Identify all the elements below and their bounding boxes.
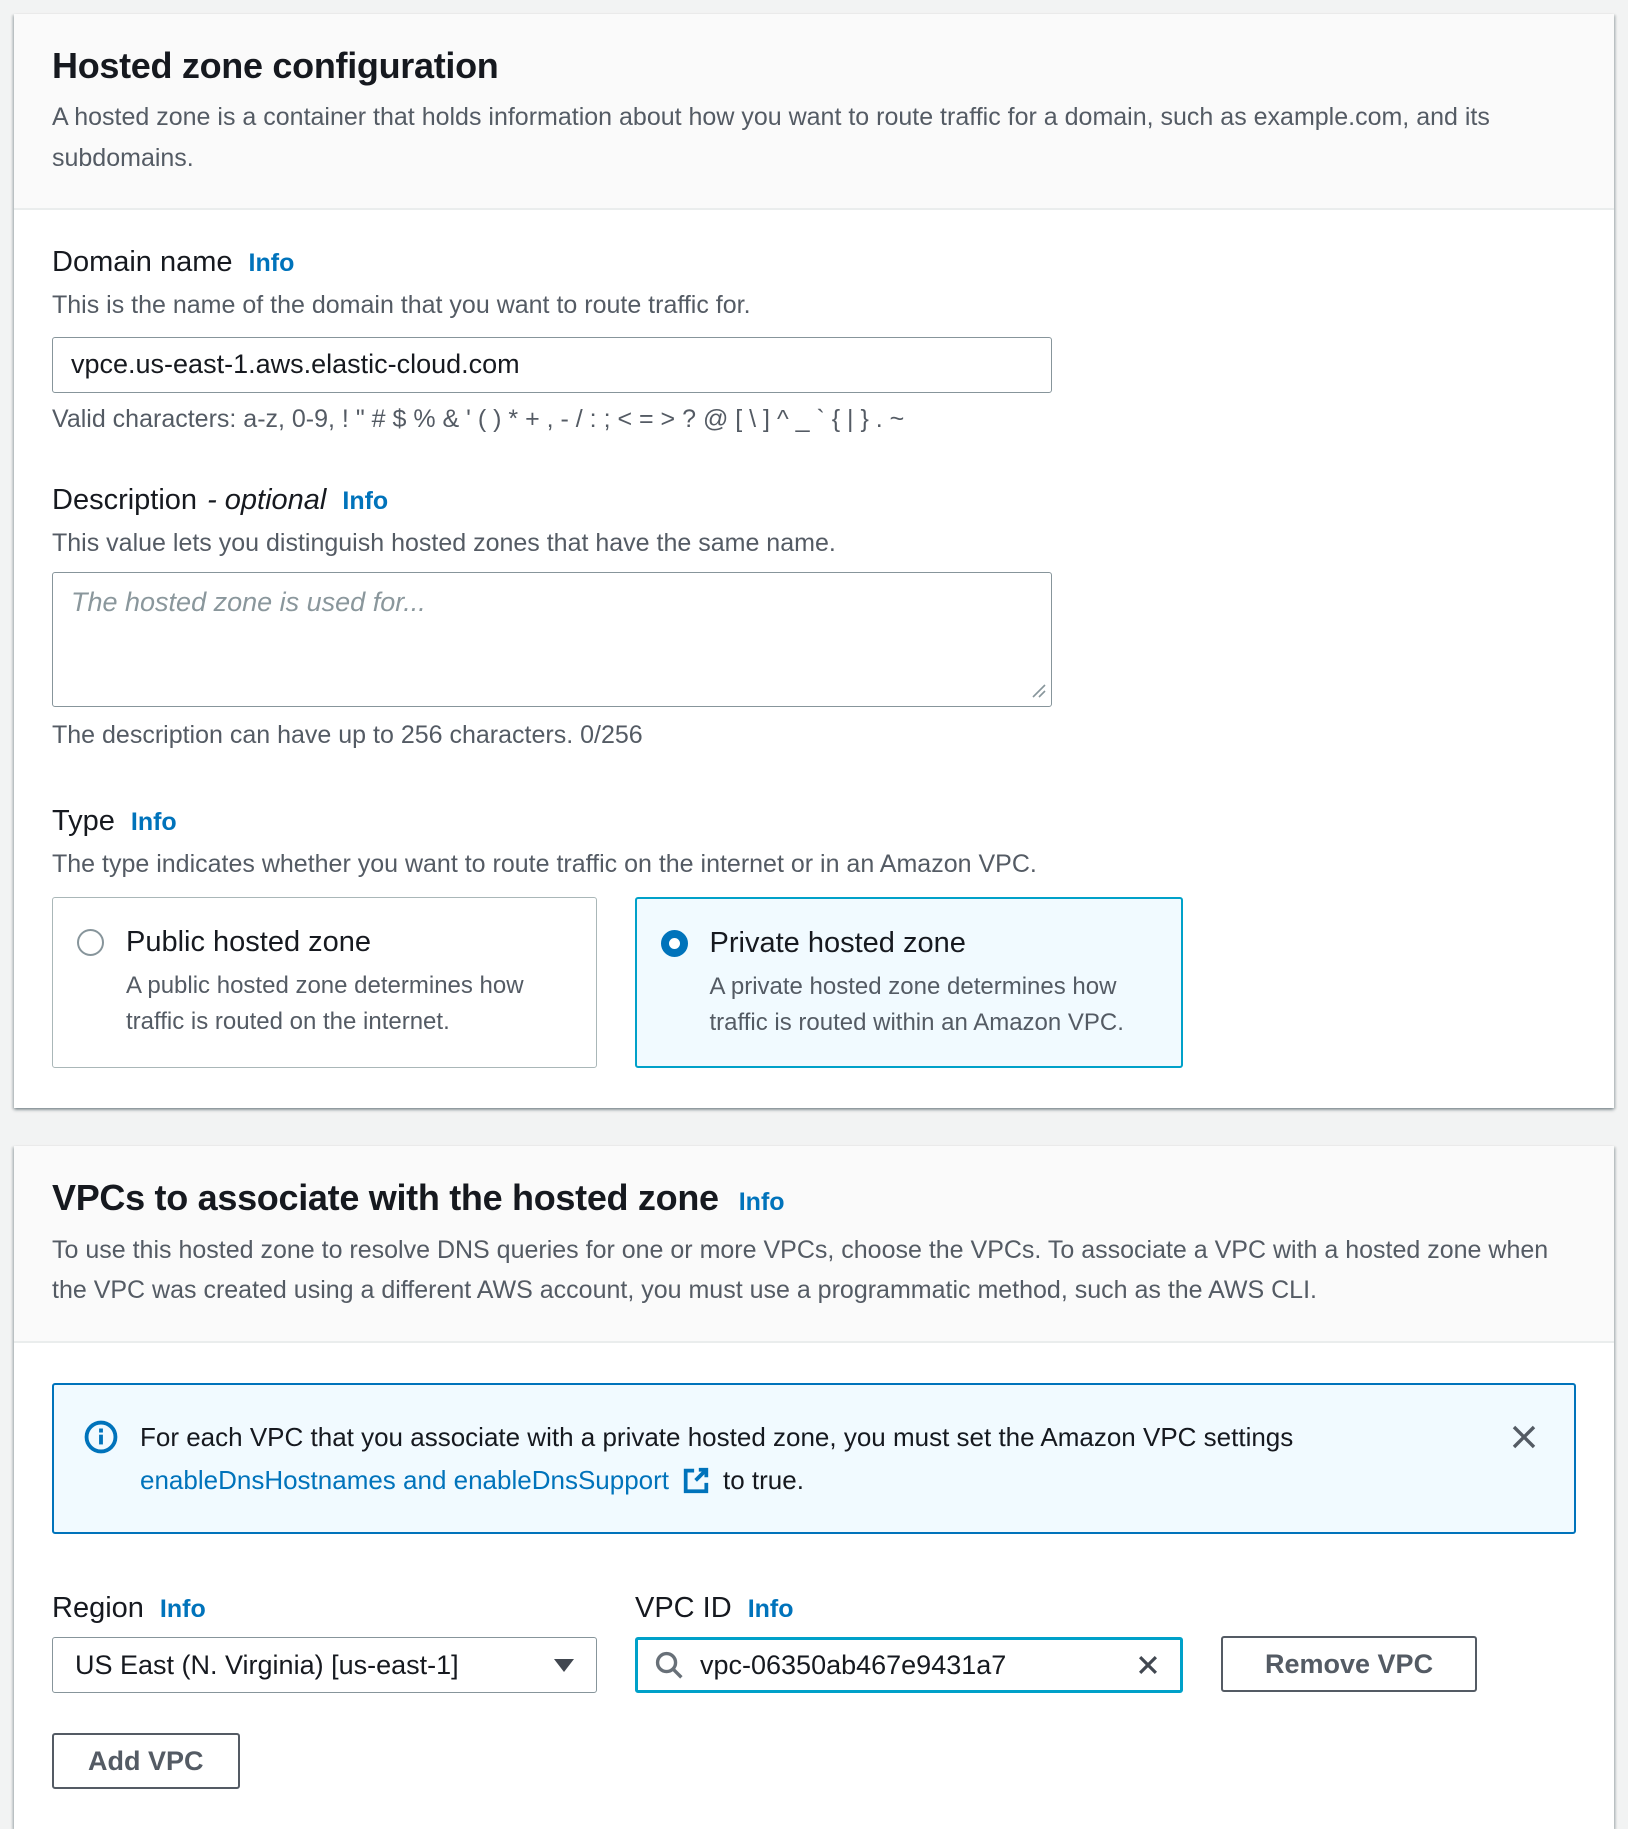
alert-content <box>140 1417 1478 1501</box>
hosted-zone-card-title: Hosted zone configuration <box>52 45 499 86</box>
public-hosted-zone-radio[interactable] <box>77 929 104 956</box>
resize-handle-icon[interactable] <box>1028 680 1048 700</box>
vpc-card-header <box>14 1146 1614 1342</box>
vpc-card-info-link[interactable]: Info <box>738 1188 785 1217</box>
description-textarea-wrap <box>52 572 1052 707</box>
private-hosted-zone-option[interactable] <box>635 897 1183 1068</box>
description-label: Description <box>52 483 198 516</box>
domain-name-field <box>52 244 1576 434</box>
domain-name-hint: This is the name of the domain that you want to route traffic for. <box>52 291 751 320</box>
region-info-link[interactable]: Info <box>159 1595 206 1624</box>
domain-name-info-link[interactable]: Info <box>248 249 295 278</box>
enable-dns-link[interactable]: enableDnsHostnames and enableDnsSupport <box>140 1464 670 1495</box>
type-label-row <box>52 803 1576 840</box>
type-field <box>52 803 1576 1069</box>
vpc-id-input[interactable] <box>698 1649 1130 1682</box>
description-char-count: The description can have up to 256 characters. 0/256 <box>52 721 643 750</box>
vpc-id-info-link[interactable]: Info <box>747 1595 794 1624</box>
info-alert <box>52 1383 1576 1535</box>
type-hint: The type indicates whether you want to route traffic on the internet or in an Amazon VPC. <box>52 849 1037 878</box>
vpc-associate-card <box>14 1146 1614 1829</box>
description-textarea[interactable] <box>52 572 1052 707</box>
alert-text: For each VPC that you associate with a private hosted zone, you must set the Amazon VPC settings <box>140 1421 1294 1452</box>
alert-suffix: to true. <box>723 1464 804 1495</box>
vpc-card-title-row <box>52 1176 1576 1219</box>
hosted-zone-configuration-card <box>14 14 1614 1108</box>
vpc-id-label: VPC ID <box>635 1592 732 1625</box>
vpc-id-label-row <box>635 1590 1183 1627</box>
type-options <box>52 897 1576 1068</box>
remove-vpc-button[interactable]: Remove VPC <box>1221 1636 1477 1692</box>
clear-x-icon <box>1134 1667 1162 1682</box>
alert-close-button[interactable] <box>1504 1417 1544 1457</box>
add-vpc-button[interactable]: Add VPC <box>52 1733 240 1789</box>
private-hosted-zone-title: Private hosted zone <box>709 926 966 959</box>
description-field <box>52 482 1576 755</box>
vpc-id-column <box>635 1590 1183 1693</box>
private-hosted-zone-content <box>710 925 1158 1041</box>
description-optional-label: - optional <box>207 483 327 516</box>
description-hint: This value lets you distinguish hosted zones that have the same name. <box>52 528 836 557</box>
vpc-card-title: VPCs to associate with the hosted zone <box>52 1177 719 1219</box>
public-hosted-zone-option[interactable] <box>52 897 597 1068</box>
region-label: Region <box>52 1592 144 1625</box>
region-column <box>52 1590 597 1693</box>
domain-name-label: Domain name <box>52 246 233 279</box>
domain-name-constraint: Valid characters: a-z, 0-9, ! " # $ % & ' ( ) * + , - / : ; < = > ? @ [ \ ] ^ _ ` { | } . ~ <box>52 404 905 433</box>
private-hosted-zone-radio[interactable] <box>661 930 688 957</box>
hosted-zone-card-header <box>14 14 1614 210</box>
remove-vpc-column <box>1221 1590 1576 1692</box>
chevron-down-icon <box>554 1659 574 1672</box>
vpc-id-search-box <box>635 1637 1183 1693</box>
hosted-zone-card-body <box>14 210 1614 1108</box>
public-hosted-zone-content <box>126 924 572 1041</box>
external-link-icon[interactable] <box>681 1465 711 1495</box>
search-icon <box>654 1650 684 1680</box>
domain-name-input[interactable] <box>52 337 1052 393</box>
alert-line2 <box>140 1460 1478 1500</box>
close-icon <box>1508 1441 1540 1456</box>
vpc-row <box>52 1590 1576 1693</box>
description-label-row <box>52 482 1576 519</box>
type-info-link[interactable]: Info <box>130 807 177 836</box>
region-select-value: US East (N. Virginia) [us-east-1] <box>75 1649 459 1680</box>
vpc-card-description: To use this hosted zone to resolve DNS queries for one or more VPCs, choose the VPCs. To associate a VPC with a hosted zone when the VPC was created using a different AWS account, you must use a programmatic method, such as the AWS CLI. <box>52 1235 1549 1305</box>
public-hosted-zone-title: Public hosted zone <box>126 926 372 959</box>
description-info-link[interactable]: Info <box>342 486 389 515</box>
type-label: Type <box>52 804 115 837</box>
private-hosted-zone-description: A private hosted zone determines how traffic is routed within an Amazon VPC. <box>709 972 1124 1036</box>
info-circle-icon <box>84 1420 118 1454</box>
region-select[interactable] <box>52 1637 597 1693</box>
hosted-zone-card-description: A hosted zone is a container that holds information about how you want to route traffic for a domain, such as example.com, and its subdomains. <box>52 103 1490 172</box>
region-label-row <box>52 1590 597 1627</box>
label-spacer <box>1221 1590 1576 1626</box>
domain-name-label-row <box>52 244 1576 281</box>
vpc-id-clear-button[interactable] <box>1130 1647 1166 1683</box>
vpc-card-body <box>14 1343 1614 1829</box>
public-hosted-zone-description: A public hosted zone determines how traffic is routed on the internet. <box>126 972 524 1036</box>
